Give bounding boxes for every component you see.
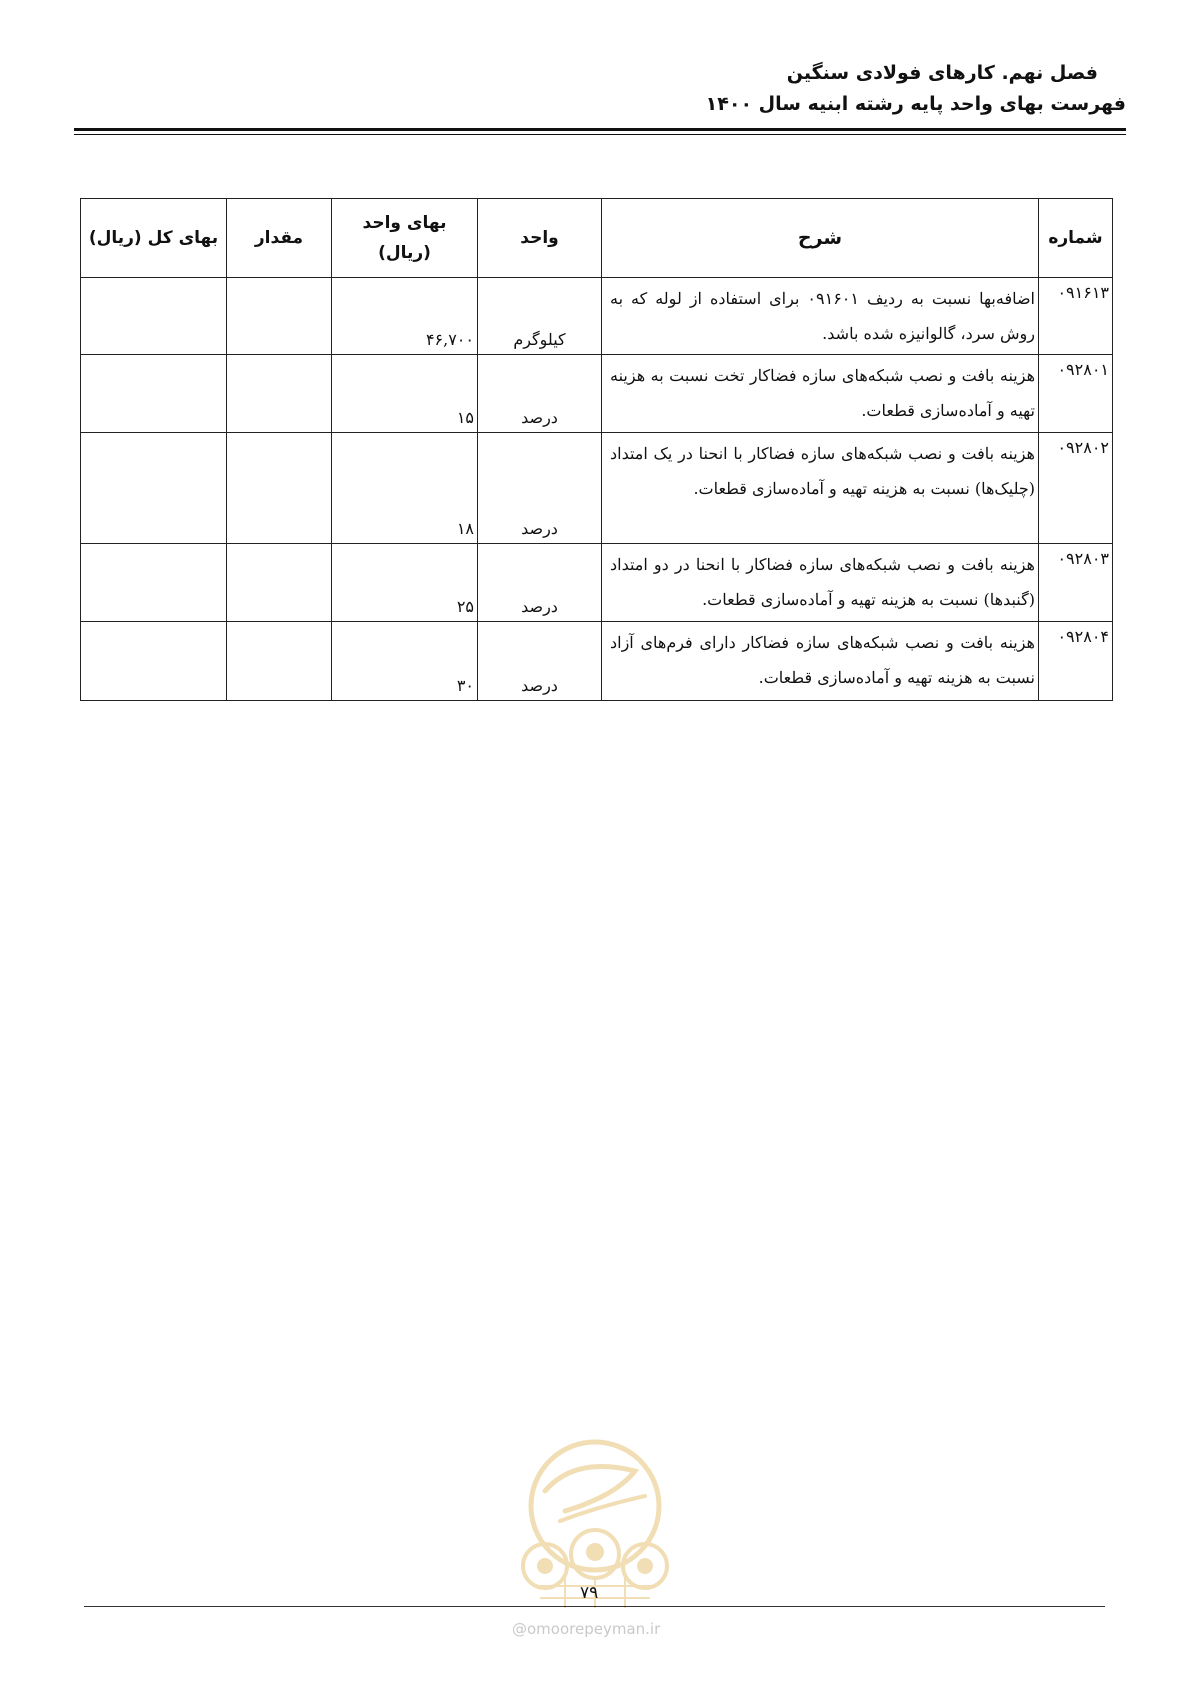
- price-list-table: [80, 198, 1113, 701]
- row-description: هزینه بافت و نصب شبکه‌های سازه فضاکار دارای فرم‌های آزاد نسبت به هزینه تهیه و آماده‌سازی قطعات.: [602, 622, 1039, 701]
- row-number: ۰۹۲۸۰۴: [1039, 622, 1113, 701]
- row-unit: درصد: [478, 544, 602, 622]
- row-unit-price: ۳۰: [332, 622, 478, 701]
- header-unit-price: [332, 199, 478, 278]
- row-description: هزینه بافت و نصب شبکه‌های سازه فضاکار با انحنا در یک امتداد (چلیک‌ها) نسبت به هزینه تهیه و آماده‌سازی قطعات.: [602, 433, 1039, 544]
- row-quantity: [227, 544, 332, 622]
- header-rule-thick: [74, 128, 1126, 131]
- row-description: هزینه بافت و نصب شبکه‌های سازه فضاکار تخت نسبت به هزینه تهیه و آماده‌سازی قطعات.: [602, 355, 1039, 433]
- row-number: ۰۹۲۸۰۳: [1039, 544, 1113, 622]
- footer-rule: [84, 1606, 1105, 1607]
- row-description: اضافه‌بها نسبت به ردیف ۰۹۱۶۰۱ برای استفاده از لوله که به روش سرد، گالوانیزه شده باشد.: [602, 278, 1039, 355]
- header-unit-price-label: بهای واحد: [362, 213, 447, 233]
- row-total: [81, 622, 227, 701]
- row-description: هزینه بافت و نصب شبکه‌های سازه فضاکار با انحنا در دو امتداد (گنبدها) نسبت به هزینه تهیه و آماده‌سازی قطعات.: [602, 544, 1039, 622]
- row-quantity: [227, 622, 332, 701]
- chapter-title: فصل نهم. کارهای فولادی سنگین: [786, 62, 1098, 84]
- row-unit-price: ۴۶,۷۰۰: [332, 278, 478, 355]
- table-row: [81, 544, 1113, 622]
- row-total: [81, 278, 227, 355]
- row-number: ۰۹۲۸۰۲: [1039, 433, 1113, 544]
- row-quantity: [227, 355, 332, 433]
- row-total: [81, 544, 227, 622]
- row-unit: درصد: [478, 622, 602, 701]
- table-row: [81, 355, 1113, 433]
- header-unit-price-currency: (ریال): [378, 243, 431, 263]
- table-row: [81, 622, 1113, 701]
- header-number: شماره: [1039, 199, 1113, 278]
- row-number: ۰۹۲۸۰۱: [1039, 355, 1113, 433]
- page-number: ۷۹: [580, 1583, 599, 1603]
- table-header-row: [81, 199, 1113, 278]
- row-number: ۰۹۱۶۱۳: [1039, 278, 1113, 355]
- header-unit: واحد: [478, 199, 602, 278]
- row-unit: درصد: [478, 355, 602, 433]
- header-quantity: مقدار: [227, 199, 332, 278]
- header-description: شرح: [602, 199, 1039, 278]
- row-quantity: [227, 278, 332, 355]
- header-rule-thin: [74, 134, 1126, 135]
- website-watermark: @omoorepeyman.ir: [512, 1620, 661, 1638]
- row-unit-price: ۱۵: [332, 355, 478, 433]
- row-unit: کیلوگرم: [478, 278, 602, 355]
- row-total: [81, 433, 227, 544]
- table-row: [81, 278, 1113, 355]
- table-row: [81, 433, 1113, 544]
- document-title: فهرست بهای واحد پایه رشته ابنیه سال ۱۴۰۰: [705, 93, 1126, 115]
- row-unit-price: ۲۵: [332, 544, 478, 622]
- header-total-price: بهای کل (ریال): [81, 199, 227, 278]
- row-unit-price: ۱۸: [332, 433, 478, 544]
- row-unit: درصد: [478, 433, 602, 544]
- page-header: [706, 58, 1126, 120]
- row-quantity: [227, 433, 332, 544]
- row-total: [81, 355, 227, 433]
